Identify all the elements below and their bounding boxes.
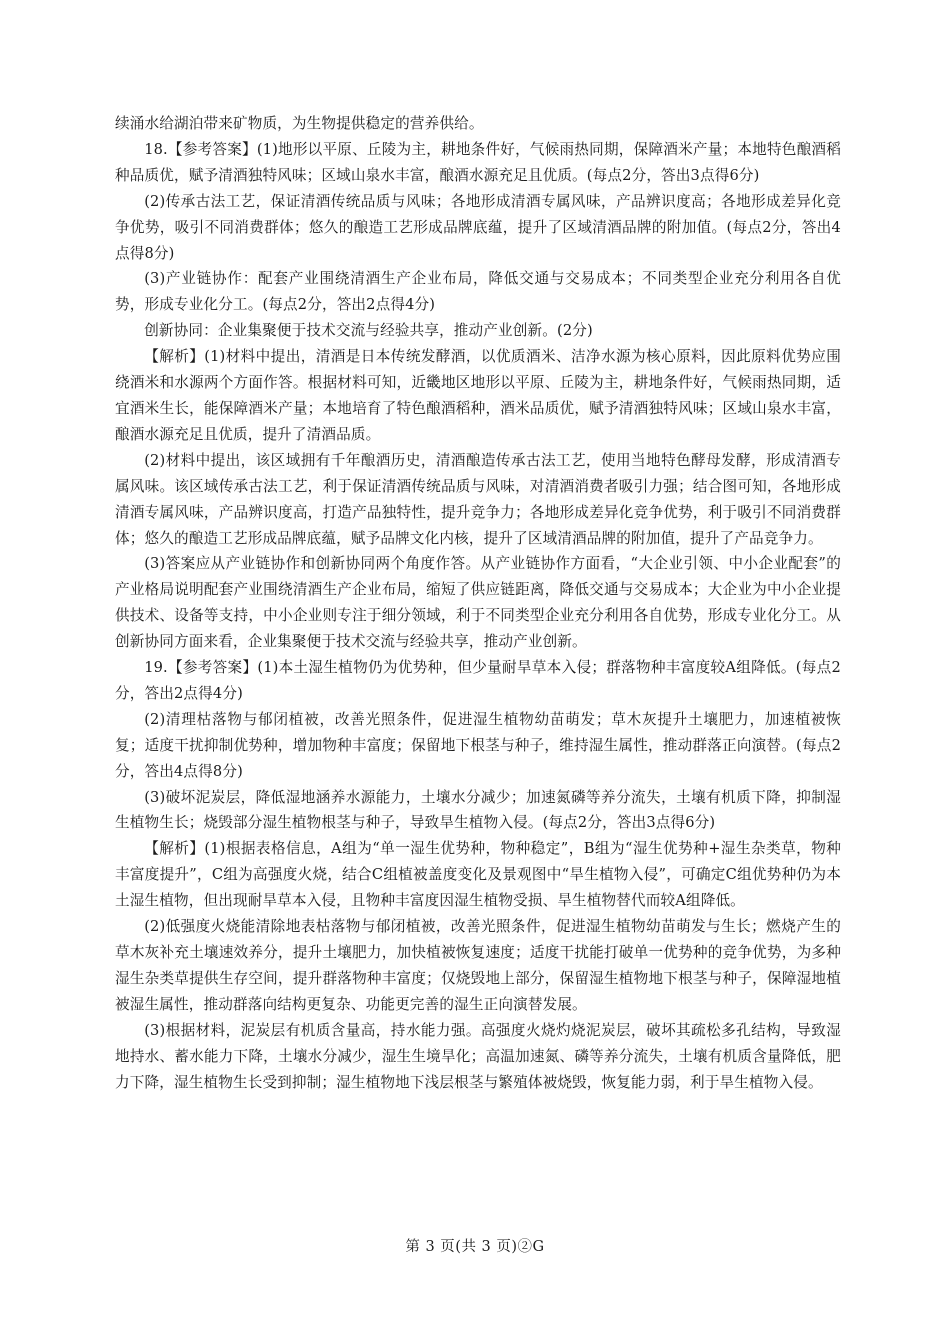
paragraph-q19-answer-3: (3)破坏泥炭层，降低湿地涵养水源能力，土壤水分减少；加速氮磷等养分流失，土壤有机质下降，抑制湿生植物生长；烧毁部分湿生植物根茎与种子，导致旱生植物入侵。(每点2分，答出3点得6分): [115, 788, 841, 832]
page-footer: 第 3 页(共 3 页)②G: [405, 1239, 545, 1255]
paragraph-q18-answer-3b: 创新协同：企业集聚便于技术交流与经验共享，推动产业创新。(2分): [144, 322, 593, 340]
paragraph-q18-analysis-2: (2)材料中提出，该区域拥有千年酿酒历史，清酒酿造传承古法工艺，使用当地特色酵母发酵，形成清酒专属风味。该区域传承古法工艺，利于保证清酒传统品质与风味，对清酒消费者吸引力强；结合图可知，各地形成清酒专属风味，产品辨识度高，打造产品独特性，提升竞争力；各地形成差异化竞争优势，利于吸引不同消费群体；悠久的酿造工艺形成品牌底蕴，赋予品牌文化内核，提升了区域清酒品牌的附加值，提升了产品竞争力。: [115, 451, 841, 547]
paragraph-q19-answer-2: (2)清理枯落物与郁闭植被，改善光照条件，促进湿生植物幼苗萌发；草木灰提升土壤肥力，加速植被恢复；适度干扰抑制优势种，增加物种丰富度；保留地下根茎与种子，维持湿生属性，推动群落正向演替。(每点2分，答出4点得8分): [115, 710, 841, 780]
paragraph-q18-answer-2: (2)传承古法工艺，保证清酒传统品质与风味；各地形成清酒专属风味，产品辨识度高；各地形成差异化竞争优势，吸引不同消费群体；悠久的酿造工艺形成品牌底蕴，提升了区域清酒品牌的附加值。(每点2分，答出4点得8分): [115, 192, 841, 262]
paragraph-q19-analysis-2: (2)低强度火烧能清除地表枯落物与郁闭植被，改善光照条件，促进湿生植物幼苗萌发与生长；燃烧产生的草木灰补充土壤速效养分，提升土壤肥力，加快植被恢复速度；适度干扰能打破单一优势种的竞争优势，为多种湿生杂类草提供生存空间，提升群落物种丰富度；仅烧毁地上部分，保留湿生植物地下根茎与种子，保障湿地植被湿生属性，推动群落向结构更复杂、功能更完善的湿生正向演替发展。: [115, 918, 841, 1013]
paragraph-q18-analysis-3: (3)答案应从产业链协作和创新协同两个角度作答。从产业链协作方面看，“大企业引领、中小企业配套”的产业格局说明配套产业围绕清酒生产企业布局，缩短了供应链距离，降低交通与交易成本；大企业为中小企业提供技术、设备等支持，中小企业则专注于细分领域，利于不同类型企业充分利用各自优势，形成专业化分工。从创新协同方面来看，企业集聚便于技术交流与经验共享，推动产业创新。: [115, 555, 841, 651]
paragraph-continuation: 续涌水给湖泊带来矿物质，为生物提供稳定的营养供给。: [115, 115, 484, 132]
paragraph-q19-answer-1: 19.【参考答案】(1)本土湿生植物仍为优势种，但少量耐旱草本入侵；群落物种丰富度较A组降低。(每点2分，答出2点得4分): [115, 659, 841, 702]
paragraph-q18-analysis-1: 【解析】(1)材料中提出，清酒是日本传统发酵酒，以优质酒米、洁净水源为核心原料，因此原料优势应围绕酒米和水源两个方面作答。根据材料可知，近畿地区地形以平原、丘陵为主，耕地条件好，气候雨热同期，适宜酒米生长，能保障酒米产量；本地培育了特色酿酒稻种，酒米品质优，赋予清酒独特风味；区域山泉水丰富，酿酒水源充足且优质，提升了清酒品质。: [115, 348, 841, 443]
answer-text-body: [115, 111, 841, 1095]
paragraph-q18-answer-3: (3)产业链协作：配套产业围绕清酒生产企业布局，降低交通与交易成本；不同类型企业充分利用各自优势，形成专业化分工。(每点2分，答出2点得4分): [115, 270, 841, 314]
paragraph-q19-analysis-3: (3)根据材料，泥炭层有机质含量高，持水能力强。高强度火烧灼烧泥炭层，破坏其疏松多孔结构，导致湿地持水、蓄水能力下降，土壤水分减少，湿生生境旱化；高温加速氮、磷等养分流失，土壤有机质含量降低，肥力下降，湿生植物生长受到抑制；湿生植物地下浅层根茎与繁殖体被烧毁，恢复能力弱，利于旱生植物入侵。: [115, 1021, 841, 1091]
paragraph-q19-analysis-1: 【解析】(1)根据表格信息，A组为“单一湿生优势种，物种稳定”，B组为“湿生优势种+湿生杂类草，物种丰富度提升”，C组为高强度火烧，结合C组植被盖度变化及景观图中“旱生植物入侵”，可确定C组优势种仍为本土湿生植物，但出现耐旱草本入侵，且物种丰富度因湿生植物受损、旱生植物替代而较A组降低。: [115, 840, 841, 910]
paragraph-q18-answer-1: 18.【参考答案】(1)地形以平原、丘陵为主，耕地条件好，气候雨热同期，保障酒米产量；本地特色酿酒稻种品质优，赋予清酒独特风味；区域山泉水丰富，酿酒水源充足且优质。(每点2分，答出3点得6分): [115, 140, 841, 184]
